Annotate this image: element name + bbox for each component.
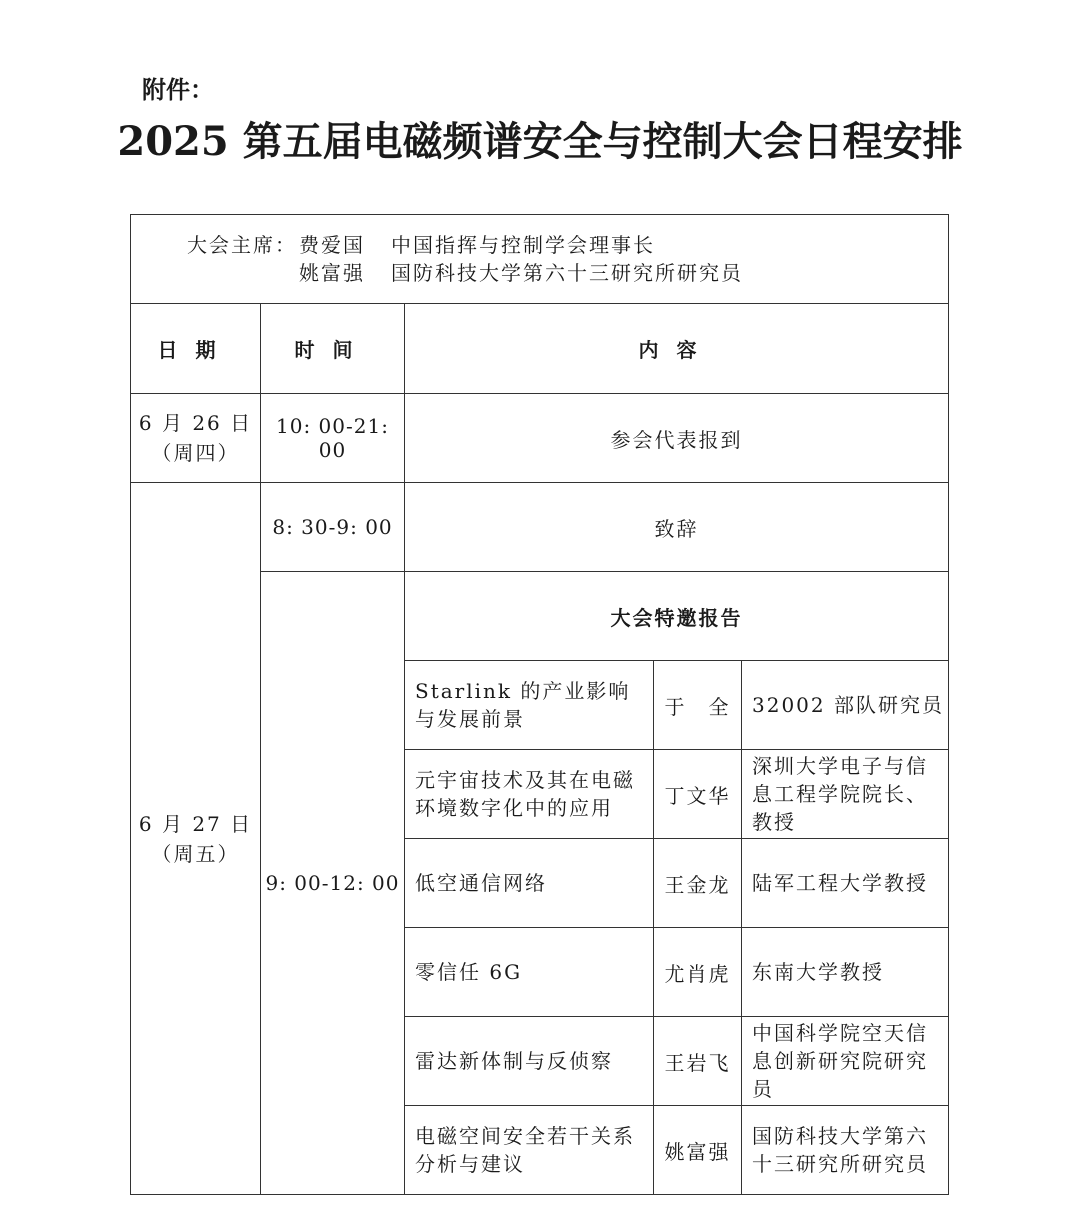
weekday-line: （周四） xyxy=(151,441,240,465)
chairs-label: 大会主席： xyxy=(187,233,297,257)
chair-title: 国防科技大学第六十三研究所研究员 xyxy=(391,261,743,285)
talk-speaker: 姚富强 xyxy=(654,1106,742,1195)
chair-line-2 xyxy=(187,259,948,287)
talk-affiliation: 国防科技大学第六十三研究所研究员 xyxy=(742,1106,949,1195)
chair-title: 中国指挥与控制学会理事长 xyxy=(391,233,655,257)
date-line: 6 月 26 日 xyxy=(138,411,253,435)
day1-time: 10: 00-21: 00 xyxy=(261,394,405,483)
chairs-cell xyxy=(131,215,949,304)
day1-row xyxy=(131,394,949,483)
header-content: 内容 xyxy=(405,304,949,394)
opening-content: 致辞 xyxy=(405,483,949,572)
weekday-line: （周五） xyxy=(151,841,240,866)
header-row xyxy=(131,304,949,394)
talk-affiliation: 深圳大学电子与信息工程学院院长、教授 xyxy=(742,750,949,839)
talk-affiliation: 陆军工程大学教授 xyxy=(742,839,949,928)
document-title: 2025 第五届电磁频谱安全与控制大会日程安排 xyxy=(117,118,963,165)
chair-name: 费爱国 xyxy=(299,233,365,257)
schedule-table xyxy=(130,214,949,1195)
talk-affiliation: 东南大学教授 xyxy=(742,928,949,1017)
chair-line-1 xyxy=(187,231,948,259)
attachment-label: 附件： xyxy=(142,76,214,104)
opening-row xyxy=(131,483,949,572)
talk-topic: 零信任 6G xyxy=(405,928,654,1017)
talk-affiliation: 中国科学院空天信息创新研究院研究员 xyxy=(742,1017,949,1106)
chairs-row xyxy=(131,215,949,304)
day2-date xyxy=(131,483,261,1195)
talk-speaker: 尤肖虎 xyxy=(654,928,742,1017)
talk-topic: 元宇宙技术及其在电磁环境数字化中的应用 xyxy=(405,750,654,839)
talk-speaker: 王岩飞 xyxy=(654,1017,742,1106)
header-time: 时间 xyxy=(261,304,405,394)
talk-topic: 雷达新体制与反侦察 xyxy=(405,1017,654,1106)
talk-topic: Starlink 的产业影响与发展前景 xyxy=(405,661,654,750)
day1-content: 参会代表报到 xyxy=(405,394,949,483)
talk-topic: 低空通信网络 xyxy=(405,839,654,928)
date-line: 6 月 27 日 xyxy=(138,811,253,836)
day1-date xyxy=(131,394,261,483)
talk-speaker: 于 全 xyxy=(654,661,742,750)
talk-speaker: 丁文华 xyxy=(654,750,742,839)
keynote-time: 9: 00-12: 00 xyxy=(261,572,405,1195)
chair-name: 姚富强 xyxy=(299,261,365,285)
header-date: 日期 xyxy=(131,304,261,394)
keynote-section-title: 大会特邀报告 xyxy=(405,572,949,661)
talk-topic: 电磁空间安全若干关系分析与建议 xyxy=(405,1106,654,1195)
talk-speaker: 王金龙 xyxy=(654,839,742,928)
talk-affiliation: 32002 部队研究员 xyxy=(742,661,949,750)
opening-time: 8: 30-9: 00 xyxy=(261,483,405,572)
